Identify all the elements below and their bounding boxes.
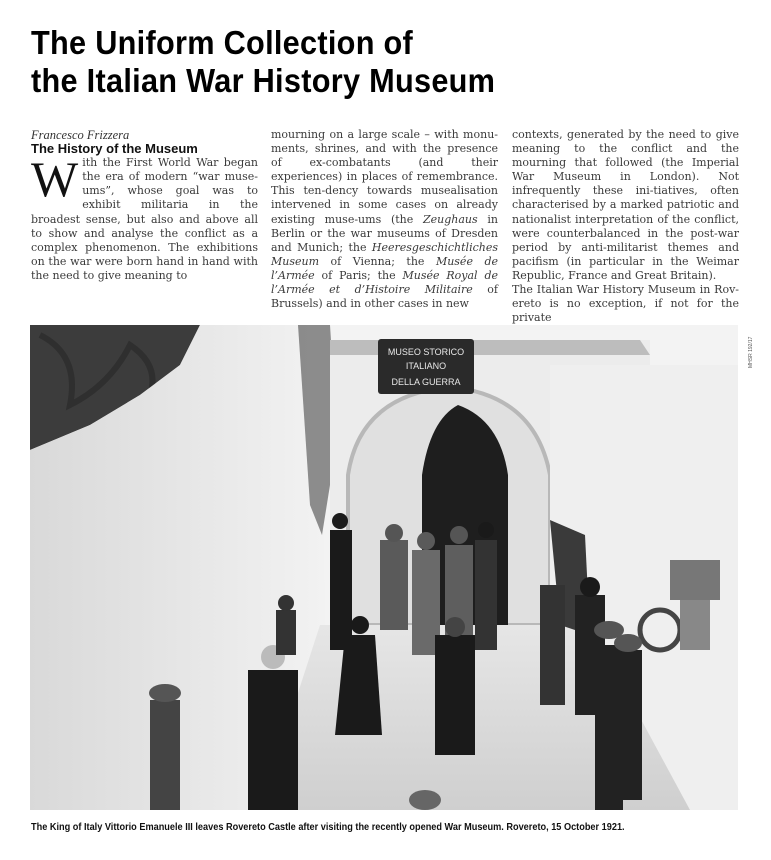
section-heading: The History of the Museum xyxy=(31,141,198,157)
body-text: in Berlin or the war museums of Dresden and Munich; the xyxy=(271,212,498,254)
body-text: ith the First World War began the era of modern “war muse-ums”, whose goal was to exhibit militaria in the broadest sense, but also and above all to show and analyse the conflict as a complex phenomenon. The exhibitions on the war were born hand in hand with the need to give meaning to xyxy=(31,156,258,282)
body-text: of Brussels) and in other cases in new xyxy=(271,283,498,311)
body-text: of Paris; the xyxy=(314,268,403,282)
author-name: Francesco Frizzera xyxy=(31,128,130,142)
body-paragraph xyxy=(271,128,498,311)
photo-illustration xyxy=(30,325,738,810)
body-paragraph: The Italian War History Museum in Rov-ereto is no exception, if not for the private xyxy=(512,283,739,325)
italic-term: Musée de l’Armée xyxy=(271,254,498,282)
text-column-1 xyxy=(31,128,258,283)
body-text: of Vienna; the xyxy=(319,254,436,268)
title-line-1: The Uniform Collection of xyxy=(31,24,414,61)
body-text: mourning on a large scale – with monu-ments, shrines, and with the presence of ex-combatants (and their experiences) in places of remembrance. This ten-dency towards musealisation intervened in some cases on already existing muse-ums (the xyxy=(271,128,498,226)
article-title xyxy=(31,24,495,100)
text-column-2 xyxy=(271,128,498,311)
photo-credit-code: MHSR 192/17 xyxy=(748,336,754,368)
body-paragraph xyxy=(31,151,258,283)
title-line-2: the Italian War History Museum xyxy=(31,62,496,99)
italic-term: Heeresgeschichtliches Museum xyxy=(271,240,498,268)
text-column-3 xyxy=(512,128,739,325)
italic-term: Musée Royal de l’Armée et d’Histoire Militaire xyxy=(271,268,498,297)
photo-caption: The King of Italy Vittorio Emanuele III leaves Rovereto Castle after visiting the recently opened War Museum. Rovereto, 15 October 1921. xyxy=(31,822,625,833)
italic-term: Zeughaus xyxy=(423,212,478,226)
sign-line-3: DELLA GUERRA xyxy=(391,377,461,387)
body-paragraph: contexts, generated by the need to give meaning to the conflict and the mourning that followed (the Imperial War Museum in London). Not infrequently these ini-tiatives, often characterised by a marked patriotic and nationalist interpretation of the conflict, were counterbalanced in the post-war period by anti-militarist themes and pacifism (in particular in the Weimar Republic, France and Great Britain). xyxy=(512,128,739,282)
historical-photograph xyxy=(30,325,738,810)
drop-cap: W xyxy=(31,151,79,208)
sign-line-1: MUSEO STORICO xyxy=(387,347,465,357)
sign-line-2: ITALIANO xyxy=(405,361,447,371)
